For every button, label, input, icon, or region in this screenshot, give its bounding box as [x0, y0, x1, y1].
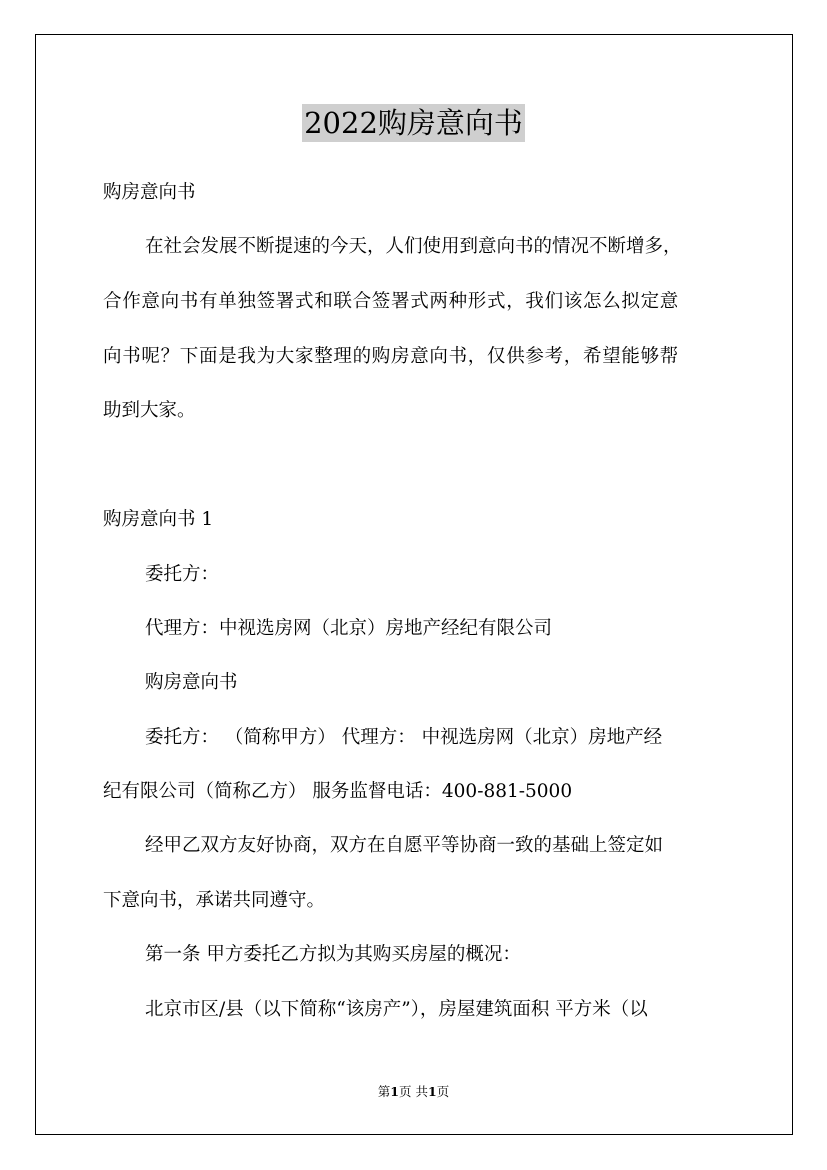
footer-page-total: 1: [427, 1084, 437, 1099]
paragraph-line: 合作意向书有单独签署式和联合签署式两种形式，我们该怎么拟定意: [103, 291, 680, 312]
section-heading: 购房意向书: [103, 182, 196, 203]
paragraph-line: 委托方：: [145, 564, 220, 585]
paragraph-line: 北京市区/县（以下简称“该房产”），房屋建筑面积 平方米（以: [145, 999, 648, 1020]
footer-page-suffix: 页: [436, 1084, 450, 1099]
section-heading: 购房意向书 1: [103, 509, 214, 530]
paragraph-line: 代理方：中视选房网（北京）房地产经纪有限公司: [145, 618, 553, 639]
footer-page-mid: 页 共: [399, 1084, 428, 1099]
paragraph-line: 向书呢？下面是我为大家整理的购房意向书，仅供参考，希望能够帮: [103, 346, 680, 367]
title-container: [0, 104, 827, 142]
paragraph-line: 购房意向书: [145, 672, 238, 693]
paragraph-line: 经甲乙双方友好协商，双方在自愿平等协商一致的基础上签定如: [145, 835, 664, 856]
paragraph-line: 下意向书，承诺共同遵守。: [103, 890, 326, 911]
footer-page-prefix: 第: [377, 1084, 391, 1099]
paragraph-line: 纪有限公司（简称乙方） 服务监督电话：400-881-5000: [103, 781, 573, 802]
document-title: 2022购房意向书: [304, 106, 523, 140]
paragraph-line: 第一条 甲方委托乙方拟为其购买房屋的概况：: [145, 944, 521, 965]
page-footer: [0, 1084, 827, 1100]
footer-page-number: 1: [390, 1084, 399, 1099]
paragraph-line: 助到大家。: [103, 400, 196, 421]
paragraph-line: 委托方： （简称甲方） 代理方： 中视选房网（北京）房地产经: [145, 727, 663, 748]
paragraph-line: 在社会发展不断提速的今天，人们使用到意向书的情况不断增多，: [145, 236, 682, 257]
